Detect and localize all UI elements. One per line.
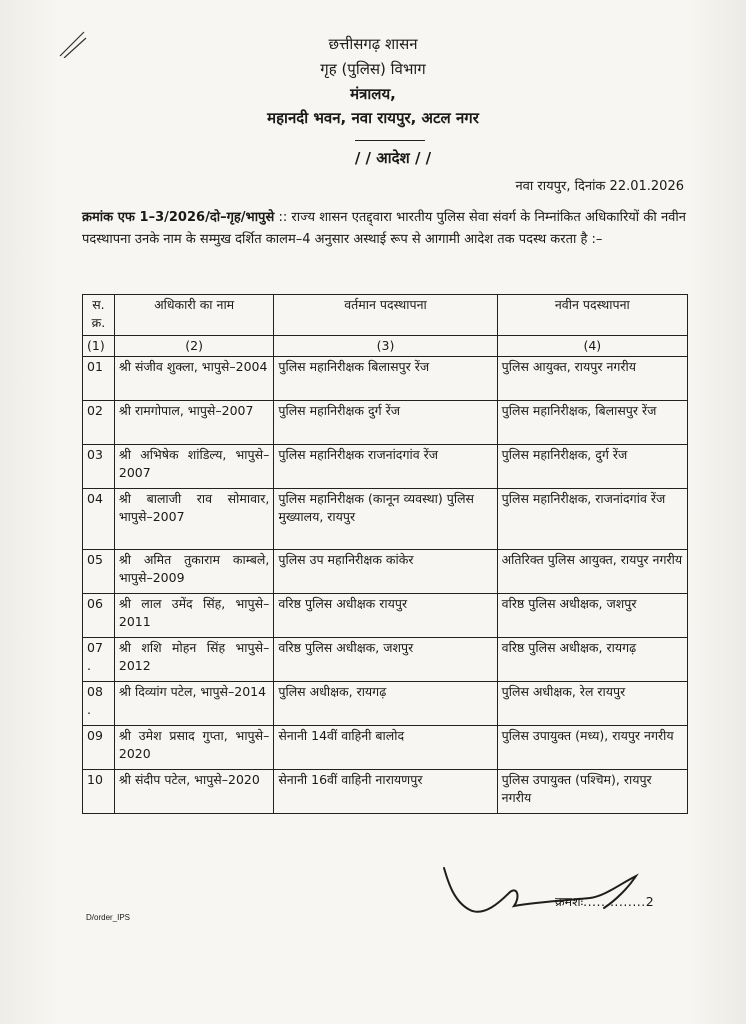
cell-new-posting: पुलिस महानिरीक्षक, राजनांदगांव रेंज <box>497 489 687 550</box>
table-row <box>83 594 688 638</box>
cell-new-posting: पुलिस महानिरीक्षक, बिलासपुर रेंज <box>497 401 687 445</box>
continued-note <box>555 893 654 910</box>
header-govt-name: छत्तीसगढ़ शासन <box>328 35 418 53</box>
cell-serial: 09 <box>83 726 115 770</box>
table-row <box>83 682 688 726</box>
table-row <box>83 726 688 770</box>
cell-officer-name: श्री अभिषेक शांडिल्य, भापुसे–2007 <box>114 445 273 489</box>
handwritten-signature <box>440 862 670 922</box>
posting-table <box>82 294 688 814</box>
cell-officer-name: श्री शशि मोहन सिंह भापुसे– 2012 <box>114 638 273 682</box>
order-title: / / आदेश / / <box>354 149 432 167</box>
cell-serial: 03 <box>83 445 115 489</box>
cell-new-posting: पुलिस महानिरीक्षक, दुर्ग रेंज <box>497 445 687 489</box>
cell-officer-name: श्री रामगोपाल, भापुसे–2007 <box>114 401 273 445</box>
cell-new-posting: वरिष्ठ पुलिस अधीक्षक, जशपुर <box>497 594 687 638</box>
order-reference-number: क्रमांक एफ 1–3/2026/दो–गृह/भापुसे <box>82 210 275 225</box>
cell-serial: 07 . <box>83 638 115 682</box>
cell-serial: 02 <box>83 401 115 445</box>
cell-current-posting: सेनानी 16वीं वाहिनी नारायणपुर <box>274 770 497 814</box>
next-page-number: 2 <box>645 894 654 909</box>
continued-dots: .............. <box>583 894 646 909</box>
cell-officer-name: श्री उमेश प्रसाद गुप्ता, भापुसे–2020 <box>114 726 273 770</box>
intro-paragraph <box>82 207 686 251</box>
table-row <box>83 770 688 814</box>
cell-officer-name: श्री बालाजी राव सोमावार, भापुसे–2007 <box>114 489 273 550</box>
table-row <box>83 357 688 401</box>
cell-current-posting: पुलिस महानिरीक्षक (कानून व्यवस्था) पुलिस मुख्यालय, रायपुर <box>274 489 497 550</box>
header-department: गृह (पुलिस) विभाग <box>320 60 426 78</box>
column-number: (2) <box>114 336 273 357</box>
header-new-posting: नवीन पदस्थापना <box>497 295 687 336</box>
cell-new-posting: अतिरिक्त पुलिस आयुक्त, रायपुर नगरीय <box>497 550 687 594</box>
continued-label: क्रमशः <box>555 894 584 909</box>
cell-current-posting: पुलिस महानिरीक्षक दुर्ग रेंज <box>274 401 497 445</box>
header-officer-name: अधिकारी का नाम <box>114 295 273 336</box>
cell-officer-name: श्री संजीव शुक्ला, भापुसे–2004 <box>114 357 273 401</box>
cell-current-posting: पुलिस अधीक्षक, रायगढ़ <box>274 682 497 726</box>
header-divider <box>355 140 425 141</box>
cell-current-posting: वरिष्ठ पुलिस अधीक्षक, जशपुर <box>274 638 497 682</box>
cell-officer-name: श्री दिव्यांग पटेल, भापुसे–2014 <box>114 682 273 726</box>
cell-current-posting: पुलिस महानिरीक्षक राजनांदगांव रेंज <box>274 445 497 489</box>
column-number: (3) <box>274 336 497 357</box>
table-row <box>83 550 688 594</box>
header-address: महानदी भवन, नवा रायपुर, अटल नगर <box>267 109 479 127</box>
cell-new-posting: पुलिस उपायुक्त (मध्य), रायपुर नगरीय <box>497 726 687 770</box>
cell-serial: 04 <box>83 489 115 550</box>
header-ministry: मंत्रालय, <box>350 85 396 103</box>
intro-text: :: राज्य शासन एतद्द्वारा भारतीय पुलिस सेवा संवर्ग के निम्नांकित अधिकारियों की नवीन पदस्थापना उनके नाम के सम्मुख दर्शित कालम–4 अनुसार अस्थाई रूप से आगामी आदेश तक पदस्थ करता है :– <box>82 210 686 247</box>
cell-current-posting: सेनानी 14वीं वाहिनी बालोद <box>274 726 497 770</box>
cell-serial: 01 <box>83 357 115 401</box>
cell-new-posting: पुलिस अधीक्षक, रेल रायपुर <box>497 682 687 726</box>
cell-new-posting: पुलिस उपायुक्त (पश्चिम), रायपुर नगरीय <box>497 770 687 814</box>
cell-serial: 08 . <box>83 682 115 726</box>
table-row <box>83 445 688 489</box>
header-current-posting: वर्तमान पदस्थापना <box>274 295 497 336</box>
cell-serial: 06 <box>83 594 115 638</box>
column-number: (1) <box>83 336 115 357</box>
file-reference: D/order_IPS <box>86 913 131 922</box>
column-number-row <box>83 336 688 357</box>
table-row <box>83 638 688 682</box>
cell-officer-name: श्री लाल उमेंद सिंह, भापुसे–2011 <box>114 594 273 638</box>
cell-current-posting: वरिष्ठ पुलिस अधीक्षक रायपुर <box>274 594 497 638</box>
column-number: (4) <box>497 336 687 357</box>
cell-officer-name: श्री अमित तुकाराम काम्बले, भापुसे–2009 <box>114 550 273 594</box>
cell-serial: 10 <box>83 770 115 814</box>
cell-officer-name: श्री संदीप पटेल, भापुसे–2020 <box>114 770 273 814</box>
header-serial: स. क्र. <box>83 295 115 336</box>
place-date: नवा रायपुर, दिनांक 22.01.2026 <box>515 179 684 194</box>
cell-new-posting: वरिष्ठ पुलिस अधीक्षक, रायगढ़ <box>497 638 687 682</box>
cell-new-posting: पुलिस आयुक्त, रायपुर नगरीय <box>497 357 687 401</box>
table-header-row <box>83 295 688 336</box>
cell-serial: 05 <box>83 550 115 594</box>
cell-current-posting: पुलिस उप महानिरीक्षक कांकेर <box>274 550 497 594</box>
table-row <box>83 489 688 550</box>
cell-current-posting: पुलिस महानिरीक्षक बिलासपुर रेंज <box>274 357 497 401</box>
table-row <box>83 401 688 445</box>
